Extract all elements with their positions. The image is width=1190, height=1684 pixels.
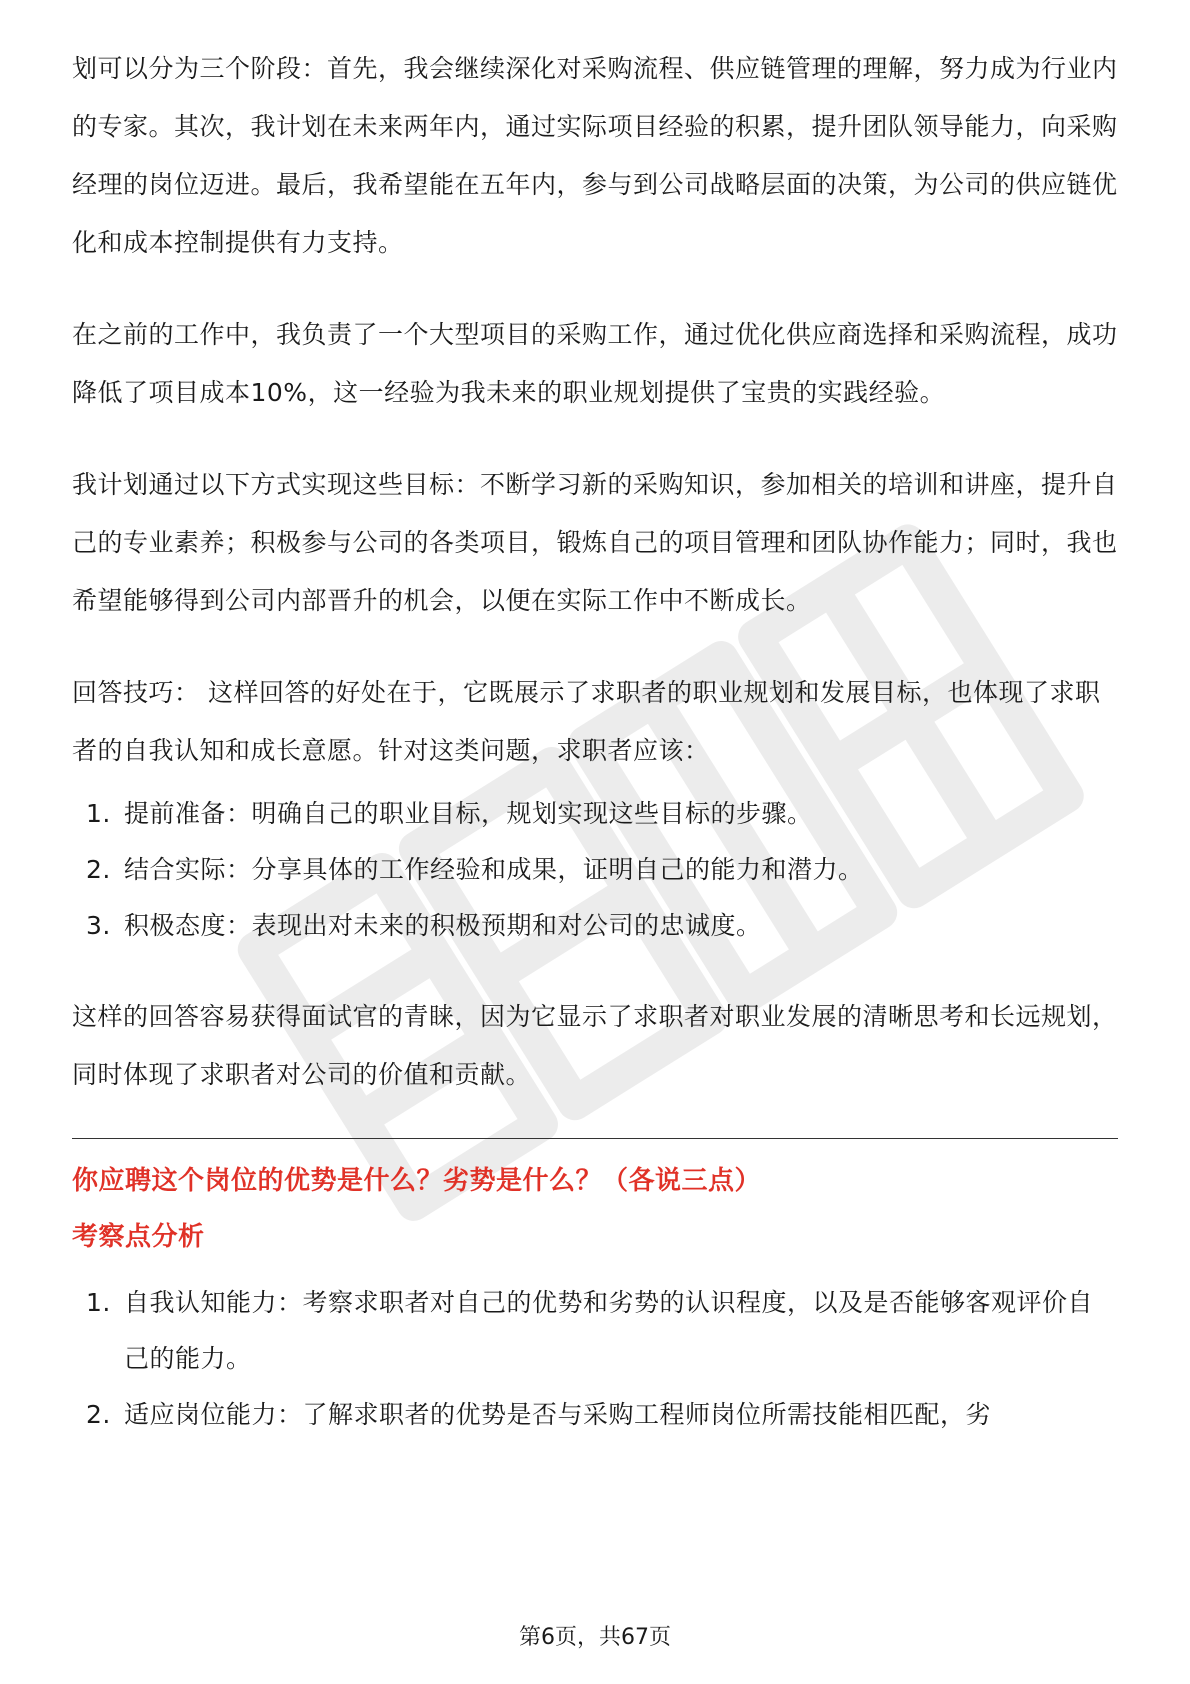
paragraph-conclusion: 这样的回答容易获得面试官的青睐，因为它显示了求职者对职业发展的清晰思考和长远规划，同时体现了求职者对公司的价值和贡献。 — [72, 1002, 1118, 1089]
list-text: 结合实际：分享具体的工作经验和成果，证明自己的能力和潜力。 — [124, 855, 864, 884]
page-content — [72, 40, 1118, 1477]
list-number: 2. — [86, 1400, 111, 1429]
list-text: 提前准备：明确自己的职业目标，规划实现这些目标的步骤。 — [124, 799, 813, 828]
list-text: 适应岗位能力：了解求职者的优势是否与采购工程师岗位所需技能相匹配，劣 — [124, 1400, 992, 1429]
list-item — [72, 1275, 1118, 1387]
list-item — [72, 898, 1118, 954]
list-text: 积极态度：表现出对未来的积极预期和对公司的忠诚度。 — [124, 911, 762, 940]
list-text: 自我认知能力：考察求职者对自己的优势和劣势的认识程度，以及是否能够客观评价自己的能力。 — [124, 1288, 1094, 1373]
page-number: 第6页，共67页 — [519, 1625, 671, 1650]
section-divider — [72, 1138, 1118, 1139]
tips-list — [72, 786, 1118, 954]
list-number: 2. — [86, 855, 111, 884]
list-item — [72, 1387, 1118, 1443]
question-heading: 你应聘这个岗位的优势是什么？劣势是什么？（各说三点） — [72, 1166, 762, 1196]
paragraph-past-experience: 在之前的工作中，我负责了一个大型项目的采购工作，通过优化供应商选择和采购流程，成功降低了项目成本10%，这一经验为我未来的职业规划提供了宝贵的实践经验。 — [72, 320, 1118, 407]
paragraph-answer-tips: 回答技巧： 这样回答的好处在于，它既展示了求职者的职业规划和发展目标，也体现了求职者的自我认知和成长意愿。针对这类问题，求职者应该： — [72, 678, 1101, 765]
list-item — [72, 786, 1118, 842]
paragraph-career-stages: 划可以分为三个阶段：首先，我会继续深化对采购流程、供应链管理的理解，努力成为行业内的专家。其次，我计划在未来两年内，通过实际项目经验的积累，提升团队领导能力，向采购经理的岗位迈进。最后，我希望能在五年内，参与到公司战略层面的决策，为公司的供应链优化和成本控制提供有力支持。 — [72, 54, 1118, 257]
paragraph-plan-methods: 我计划通过以下方式实现这些目标：不断学习新的采购知识，参加相关的培训和讲座，提升自己的专业素养；积极参与公司的各类项目，锻炼自己的项目管理和团队协作能力；同时，我也希望能够得到公司内部晋升的机会，以便在实际工作中不断成长。 — [72, 470, 1118, 615]
list-number: 1. — [86, 799, 111, 828]
list-number: 3. — [86, 911, 111, 940]
analysis-list — [72, 1275, 1118, 1443]
list-item — [72, 842, 1118, 898]
analysis-heading: 考察点分析 — [72, 1222, 205, 1252]
list-number: 1. — [86, 1288, 111, 1317]
